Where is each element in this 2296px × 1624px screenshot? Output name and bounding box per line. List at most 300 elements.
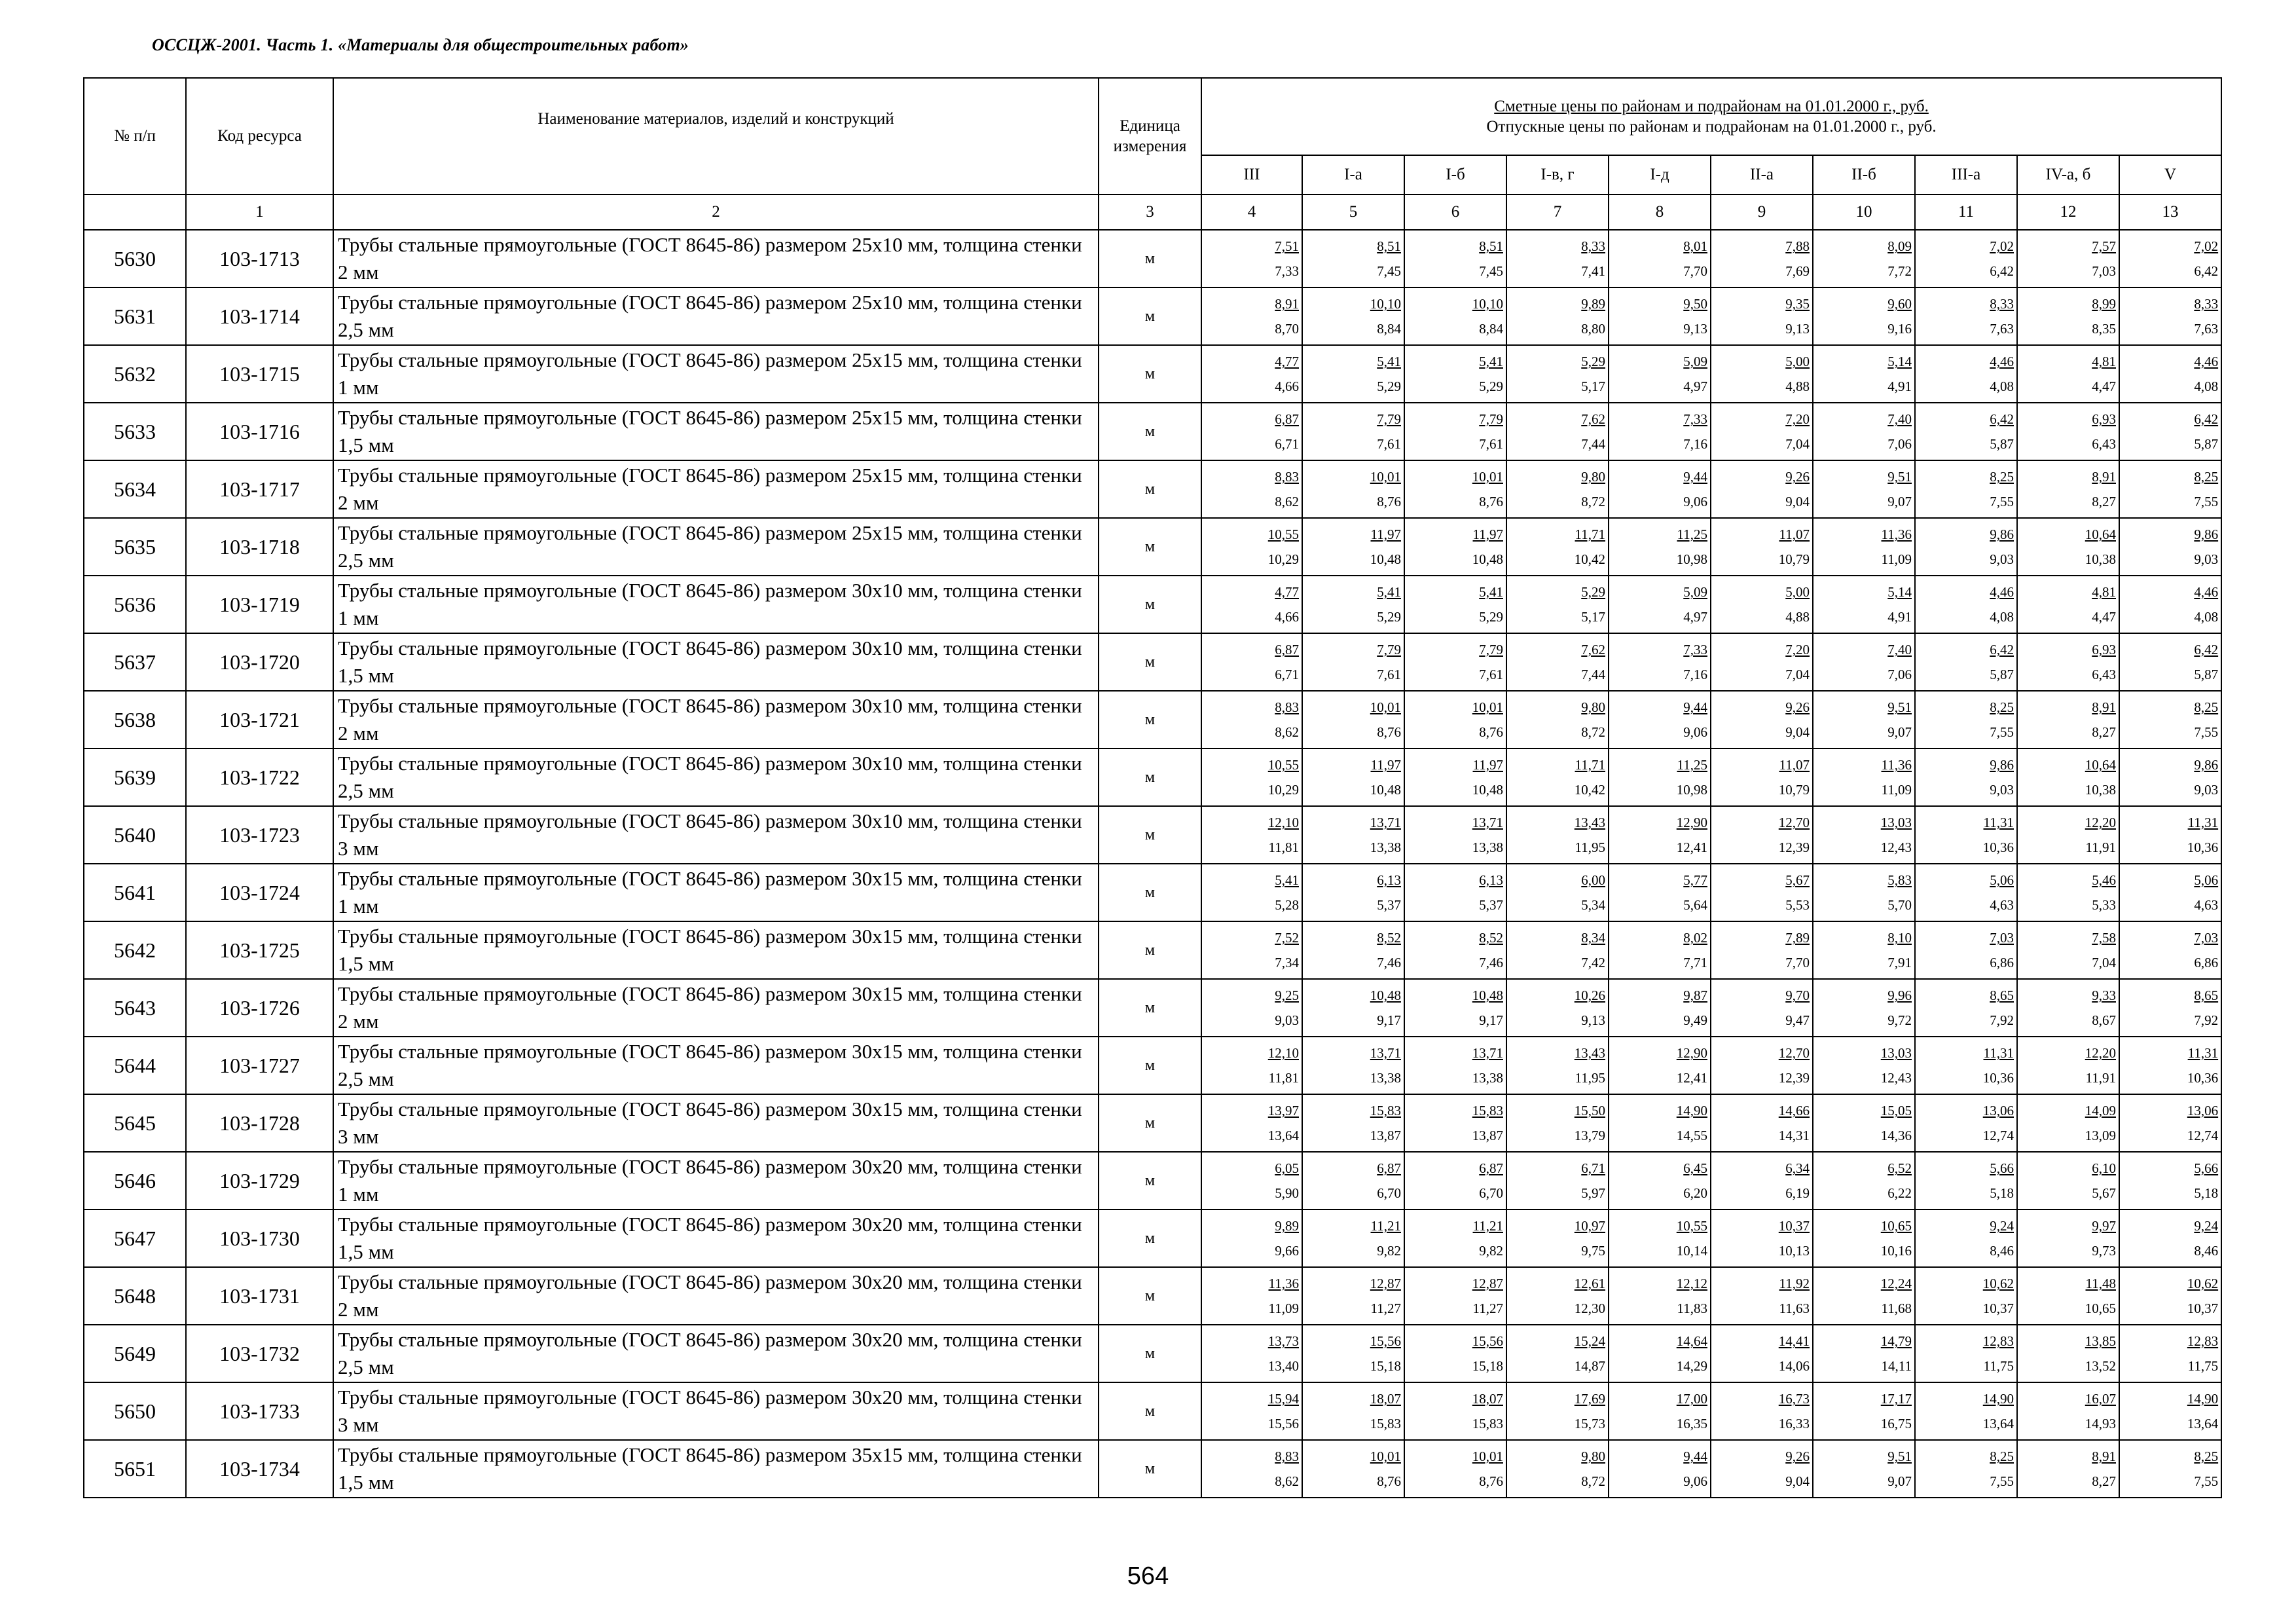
column-number: 12 (2017, 194, 2119, 230)
price-cell (1404, 518, 1506, 576)
region-header: I-а (1302, 155, 1404, 194)
price-cell (1711, 979, 1813, 1037)
estimated-price: 12,90 (1676, 815, 1707, 830)
price-cell (1201, 748, 1302, 806)
release-price: 6,43 (2092, 667, 2116, 682)
release-price: 4,66 (1275, 609, 1299, 625)
column-number: 7 (1506, 194, 1609, 230)
table-row (84, 576, 2221, 633)
estimated-price: 10,48 (1472, 987, 1503, 1003)
release-price: 9,82 (1377, 1243, 1401, 1259)
estimated-price: 8,34 (1581, 930, 1605, 946)
price-cell (1302, 287, 1404, 345)
estimated-price: 12,70 (1778, 815, 1810, 830)
price-cell (1201, 1267, 1302, 1325)
price-cell (1302, 576, 1404, 633)
release-price: 6,20 (1683, 1185, 1707, 1201)
estimated-price: 10,01 (1472, 699, 1503, 715)
price-cell (1201, 633, 1302, 691)
release-price: 7,61 (1479, 436, 1503, 452)
price-cell (1506, 806, 1609, 864)
release-price: 5,97 (1581, 1185, 1605, 1201)
release-price: 5,90 (1275, 1185, 1299, 1201)
release-price: 4,97 (1683, 378, 1707, 394)
estimated-price: 10,10 (1370, 296, 1401, 312)
release-price: 8,76 (1377, 494, 1401, 509)
unit: м (1099, 748, 1201, 806)
price-cell (1404, 230, 1506, 287)
estimated-price: 17,00 (1676, 1391, 1707, 1407)
release-price: 9,82 (1479, 1243, 1503, 1259)
release-price: 7,04 (1785, 667, 1810, 682)
price-cell (1609, 1152, 1711, 1209)
release-price: 6,70 (1377, 1185, 1401, 1201)
estimated-price: 12,20 (2085, 1045, 2116, 1061)
price-cell (1404, 576, 1506, 633)
unit: м (1099, 1209, 1201, 1267)
price-cell (2017, 518, 2119, 576)
estimated-price: 9,89 (1275, 1218, 1299, 1234)
release-price: 11,27 (1472, 1301, 1503, 1316)
estimated-price: 8,10 (1887, 930, 1912, 946)
release-price: 10,37 (2187, 1301, 2219, 1316)
price-cell (2119, 633, 2221, 691)
price-cell (1404, 1094, 1506, 1152)
material-name: Трубы стальные прямоугольные (ГОСТ 8645-86) размером 25х10 мм, толщина стенки 2,5 мм (333, 287, 1099, 345)
estimated-price: 8,83 (1275, 699, 1299, 715)
price-cell (1404, 691, 1506, 748)
release-price: 12,41 (1676, 840, 1707, 855)
material-name: Трубы стальные прямоугольные (ГОСТ 8645-86) размером 30х10 мм, толщина стенки 3 мм (333, 806, 1099, 864)
release-price: 13,64 (1267, 1128, 1299, 1143)
estimated-price: 7,89 (1785, 930, 1810, 946)
release-price: 7,61 (1377, 667, 1401, 682)
price-cell (1915, 230, 2017, 287)
release-price: 5,18 (2194, 1185, 2219, 1201)
unit: м (1099, 345, 1201, 403)
price-cell (1506, 230, 1609, 287)
estimated-price: 15,50 (1574, 1103, 1605, 1118)
estimated-price: 9,60 (1887, 296, 1912, 312)
release-price: 13,64 (2187, 1416, 2219, 1431)
estimated-price: 7,40 (1887, 411, 1912, 427)
price-cell (1404, 921, 1506, 979)
price-cell (1404, 806, 1506, 864)
resource-code: 103-1725 (186, 921, 333, 979)
release-price: 10,98 (1676, 551, 1707, 567)
estimated-price: 6,45 (1683, 1160, 1707, 1176)
price-cell (1201, 460, 1302, 518)
release-price: 13,87 (1472, 1128, 1503, 1143)
release-price: 7,72 (1887, 263, 1912, 279)
column-number: 5 (1302, 194, 1404, 230)
price-cell (1201, 921, 1302, 979)
estimated-price: 13,71 (1370, 815, 1401, 830)
estimated-price: 10,62 (2187, 1276, 2219, 1291)
estimated-price: 9,51 (1887, 1449, 1912, 1464)
resource-code: 103-1727 (186, 1037, 333, 1094)
release-price: 7,16 (1683, 436, 1707, 452)
price-cell (1915, 287, 2017, 345)
price-cell (2119, 1209, 2221, 1267)
estimated-price: 16,73 (1778, 1391, 1810, 1407)
price-table (83, 77, 2222, 1498)
release-price: 5,29 (1479, 378, 1503, 394)
price-cell (1302, 806, 1404, 864)
estimated-price: 8,02 (1683, 930, 1707, 946)
table-row (84, 864, 2221, 921)
table-row (84, 921, 2221, 979)
release-price: 9,03 (2194, 782, 2219, 798)
release-price: 8,76 (1479, 724, 1503, 740)
estimated-price: 4,81 (2092, 584, 2116, 600)
estimated-price: 9,86 (1990, 757, 2014, 773)
estimated-price: 8,51 (1479, 238, 1503, 254)
release-price: 5,64 (1683, 897, 1707, 913)
estimated-price: 6,71 (1581, 1160, 1605, 1176)
price-cell (1302, 1152, 1404, 1209)
price-cell (2017, 1152, 2119, 1209)
release-price: 14,29 (1676, 1358, 1707, 1374)
price-cell (1609, 1382, 1711, 1440)
price-cell (1711, 1152, 1813, 1209)
price-cell (2017, 921, 2119, 979)
price-cell (1915, 748, 2017, 806)
estimated-price: 8,09 (1887, 238, 1912, 254)
release-price: 10,29 (1267, 782, 1299, 798)
release-price: 5,28 (1275, 897, 1299, 913)
estimated-price: 11,71 (1575, 526, 1605, 542)
release-price: 7,92 (2194, 1012, 2219, 1028)
price-cell (1609, 1094, 1711, 1152)
price-cell (1506, 1382, 1609, 1440)
estimated-price: 8,33 (1581, 238, 1605, 254)
release-price: 5,37 (1479, 897, 1503, 913)
estimated-price: 10,01 (1370, 469, 1401, 485)
release-price: 4,08 (2194, 609, 2219, 625)
table-row (84, 287, 2221, 345)
estimated-price: 8,99 (2092, 296, 2116, 312)
estimated-price: 11,25 (1677, 526, 1707, 542)
release-price: 4,97 (1683, 609, 1707, 625)
release-price: 4,08 (1990, 609, 2014, 625)
release-price: 7,55 (1990, 1473, 2014, 1489)
estimated-price: 6,05 (1275, 1160, 1299, 1176)
table-row (84, 1037, 2221, 1094)
estimated-price: 11,31 (1983, 1045, 2014, 1061)
column-number: 8 (1609, 194, 1711, 230)
material-name: Трубы стальные прямоугольные (ГОСТ 8645-86) размером 30х10 мм, толщина стенки 1 мм (333, 576, 1099, 633)
release-price: 8,84 (1479, 321, 1503, 337)
row-number: 5645 (84, 1094, 186, 1152)
estimated-price: 11,71 (1575, 757, 1605, 773)
release-price: 9,03 (2194, 551, 2219, 567)
estimated-price: 13,71 (1472, 1045, 1503, 1061)
price-cell (1915, 1382, 2017, 1440)
estimated-price: 8,25 (2194, 1449, 2219, 1464)
estimated-price: 7,03 (2194, 930, 2219, 946)
price-cell (2119, 1152, 2221, 1209)
estimated-price: 15,94 (1267, 1391, 1299, 1407)
price-cell (1711, 1094, 1813, 1152)
price-cell (2017, 1325, 2119, 1382)
release-price: 5,87 (2194, 436, 2219, 452)
unit: м (1099, 921, 1201, 979)
price-cell (1915, 345, 2017, 403)
release-price: 4,88 (1785, 609, 1810, 625)
release-price: 10,79 (1778, 551, 1810, 567)
price-cell (1302, 979, 1404, 1037)
price-cell (1506, 460, 1609, 518)
estimated-price: 5,41 (1479, 584, 1503, 600)
price-cell (2119, 1325, 2221, 1382)
estimated-price: 7,51 (1275, 238, 1299, 254)
release-price: 7,71 (1683, 955, 1707, 970)
table-row (84, 979, 2221, 1037)
row-number: 5649 (84, 1325, 186, 1382)
price-cell (2119, 806, 2221, 864)
price-cell (1609, 1267, 1711, 1325)
page-number: 564 (1127, 1562, 1169, 1590)
unit: м (1099, 1094, 1201, 1152)
resource-code: 103-1726 (186, 979, 333, 1037)
estimated-price: 4,46 (2194, 354, 2219, 369)
resource-code: 103-1713 (186, 230, 333, 287)
unit: м (1099, 979, 1201, 1037)
unit: м (1099, 1152, 1201, 1209)
release-price: 10,14 (1676, 1243, 1707, 1259)
estimated-price: 10,01 (1472, 469, 1503, 485)
estimated-price: 8,91 (1275, 296, 1299, 312)
estimated-price: 6,87 (1275, 642, 1299, 657)
release-price: 8,72 (1581, 1473, 1605, 1489)
release-price: 7,55 (2194, 724, 2219, 740)
release-price: 6,86 (2194, 955, 2219, 970)
row-number: 5639 (84, 748, 186, 806)
estimated-price: 11,97 (1472, 757, 1503, 773)
estimated-price: 10,55 (1267, 526, 1299, 542)
column-number: 9 (1711, 194, 1813, 230)
release-price: 7,70 (1683, 263, 1707, 279)
estimated-price: 9,70 (1785, 987, 1810, 1003)
estimated-price: 5,77 (1683, 872, 1707, 888)
price-cell (2119, 691, 2221, 748)
price-cell (1404, 460, 1506, 518)
estimated-price: 8,33 (1990, 296, 2014, 312)
estimated-price: 13,03 (1880, 815, 1912, 830)
release-price: 11,09 (1881, 782, 1912, 798)
row-number: 5638 (84, 691, 186, 748)
release-price: 7,46 (1479, 955, 1503, 970)
release-price: 6,70 (1479, 1185, 1503, 1201)
row-number: 5646 (84, 1152, 186, 1209)
table-row (84, 460, 2221, 518)
price-cell (1711, 691, 1813, 748)
release-price: 7,06 (1887, 667, 1912, 682)
release-price: 8,76 (1377, 1473, 1401, 1489)
prices-estimated-label: Сметные цены по районам и подрайонам на 01.01.2000 г., руб. (1494, 97, 1929, 115)
estimated-price: 5,46 (2092, 872, 2116, 888)
estimated-price: 13,43 (1574, 1045, 1605, 1061)
estimated-price: 14,09 (2085, 1103, 2116, 1118)
estimated-price: 8,83 (1275, 469, 1299, 485)
estimated-price: 5,00 (1785, 584, 1810, 600)
price-cell (1711, 806, 1813, 864)
price-cell (2017, 691, 2119, 748)
release-price: 7,34 (1275, 955, 1299, 970)
estimated-price: 7,62 (1581, 642, 1605, 657)
estimated-price: 9,26 (1785, 699, 1810, 715)
estimated-price: 9,44 (1683, 699, 1707, 715)
release-price: 16,75 (1880, 1416, 1912, 1431)
price-cell (1506, 345, 1609, 403)
release-price: 14,87 (1574, 1358, 1605, 1374)
release-price: 10,48 (1370, 551, 1401, 567)
release-price: 9,06 (1683, 494, 1707, 509)
release-price: 10,42 (1574, 782, 1605, 798)
estimated-price: 9,51 (1887, 699, 1912, 715)
price-cell (2119, 518, 2221, 576)
price-cell (2017, 1440, 2119, 1498)
material-name: Трубы стальные прямоугольные (ГОСТ 8645-86) размером 30х10 мм, толщина стенки 2,5 мм (333, 748, 1099, 806)
release-price: 7,44 (1581, 436, 1605, 452)
release-price: 5,29 (1377, 378, 1401, 394)
row-number: 5640 (84, 806, 186, 864)
price-cell (2119, 921, 2221, 979)
price-cell (1609, 921, 1711, 979)
release-price: 8,27 (2092, 494, 2116, 509)
estimated-price: 6,00 (1581, 872, 1605, 888)
estimated-price: 4,46 (1990, 584, 2014, 600)
release-price: 16,33 (1778, 1416, 1810, 1431)
price-cell (1201, 1152, 1302, 1209)
release-price: 13,52 (2085, 1358, 2116, 1374)
estimated-price: 11,07 (1779, 757, 1810, 773)
estimated-price: 5,41 (1275, 872, 1299, 888)
price-cell (1609, 345, 1711, 403)
price-cell (2017, 1209, 2119, 1267)
row-number: 5632 (84, 345, 186, 403)
price-cell (1609, 1325, 1711, 1382)
column-number-blank (84, 194, 186, 230)
table-row (84, 518, 2221, 576)
estimated-price: 8,25 (1990, 1449, 2014, 1464)
price-cell (1404, 748, 1506, 806)
price-cell (1609, 691, 1711, 748)
table-row (84, 748, 2221, 806)
estimated-price: 8,83 (1275, 1449, 1299, 1464)
release-price: 7,61 (1479, 667, 1503, 682)
price-cell (1302, 1037, 1404, 1094)
release-price: 14,11 (1881, 1358, 1912, 1374)
release-price: 10,79 (1778, 782, 1810, 798)
release-price: 10,42 (1574, 551, 1605, 567)
price-cell (1404, 1152, 1506, 1209)
release-price: 6,71 (1275, 667, 1299, 682)
estimated-price: 9,89 (1581, 296, 1605, 312)
estimated-price: 14,90 (1982, 1391, 2014, 1407)
price-cell (1711, 1325, 1813, 1382)
estimated-price: 5,41 (1479, 354, 1503, 369)
price-cell (1404, 1440, 1506, 1498)
material-name: Трубы стальные прямоугольные (ГОСТ 8645-86) размером 30х15 мм, толщина стенки 3 мм (333, 1094, 1099, 1152)
price-cell (1711, 921, 1813, 979)
column-number: 2 (333, 194, 1099, 230)
release-price: 15,18 (1370, 1358, 1401, 1374)
price-cell (2017, 1267, 2119, 1325)
region-header: II-а (1711, 155, 1813, 194)
price-cell (1506, 403, 1609, 460)
release-price: 9,04 (1785, 494, 1810, 509)
estimated-price: 9,86 (1990, 526, 2014, 542)
estimated-price: 13,73 (1267, 1333, 1299, 1349)
release-price: 8,46 (1990, 1243, 2014, 1259)
release-price: 7,61 (1377, 436, 1401, 452)
price-cell (2119, 287, 2221, 345)
estimated-price: 6,42 (2194, 642, 2219, 657)
row-number: 5641 (84, 864, 186, 921)
release-price: 8,76 (1377, 724, 1401, 740)
estimated-price: 6,10 (2092, 1160, 2116, 1176)
estimated-price: 18,07 (1370, 1391, 1401, 1407)
estimated-price: 5,41 (1377, 584, 1401, 600)
row-number: 5634 (84, 460, 186, 518)
unit: м (1099, 1037, 1201, 1094)
estimated-price: 6,13 (1377, 872, 1401, 888)
release-price: 10,36 (1982, 840, 2014, 855)
price-cell (2119, 1440, 2221, 1498)
estimated-price: 11,21 (1370, 1218, 1401, 1234)
estimated-price: 7,40 (1887, 642, 1912, 657)
estimated-price: 14,64 (1676, 1333, 1707, 1349)
price-cell (2119, 748, 2221, 806)
estimated-price: 12,61 (1574, 1276, 1605, 1291)
release-price: 5,87 (1990, 436, 2014, 452)
release-price: 9,49 (1683, 1012, 1707, 1028)
estimated-price: 14,90 (2187, 1391, 2219, 1407)
price-cell (1711, 633, 1813, 691)
estimated-price: 9,24 (2194, 1218, 2219, 1234)
price-cell (1915, 1440, 2017, 1498)
price-cell (2017, 403, 2119, 460)
price-cell (1813, 1325, 1915, 1382)
price-cell (1506, 633, 1609, 691)
unit: м (1099, 864, 1201, 921)
table-row (84, 230, 2221, 287)
release-price: 15,73 (1574, 1416, 1605, 1431)
release-price: 7,63 (1990, 321, 2014, 337)
price-cell (1813, 345, 1915, 403)
price-cell (1506, 1267, 1609, 1325)
price-cell (1506, 518, 1609, 576)
estimated-price: 13,43 (1574, 815, 1605, 830)
price-cell (2017, 1094, 2119, 1152)
region-header: IV-а, б (2017, 155, 2119, 194)
price-cell (1915, 806, 2017, 864)
estimated-price: 13,71 (1370, 1045, 1401, 1061)
estimated-price: 8,33 (2194, 296, 2219, 312)
release-price: 4,47 (2092, 609, 2116, 625)
estimated-price: 6,87 (1377, 1160, 1401, 1176)
estimated-price: 5,67 (1785, 872, 1810, 888)
column-number: 6 (1404, 194, 1506, 230)
estimated-price: 10,01 (1472, 1449, 1503, 1464)
release-price: 15,83 (1472, 1416, 1503, 1431)
price-cell (1711, 1440, 1813, 1498)
price-cell (1813, 403, 1915, 460)
release-price: 7,04 (1785, 436, 1810, 452)
price-cell (1915, 691, 2017, 748)
